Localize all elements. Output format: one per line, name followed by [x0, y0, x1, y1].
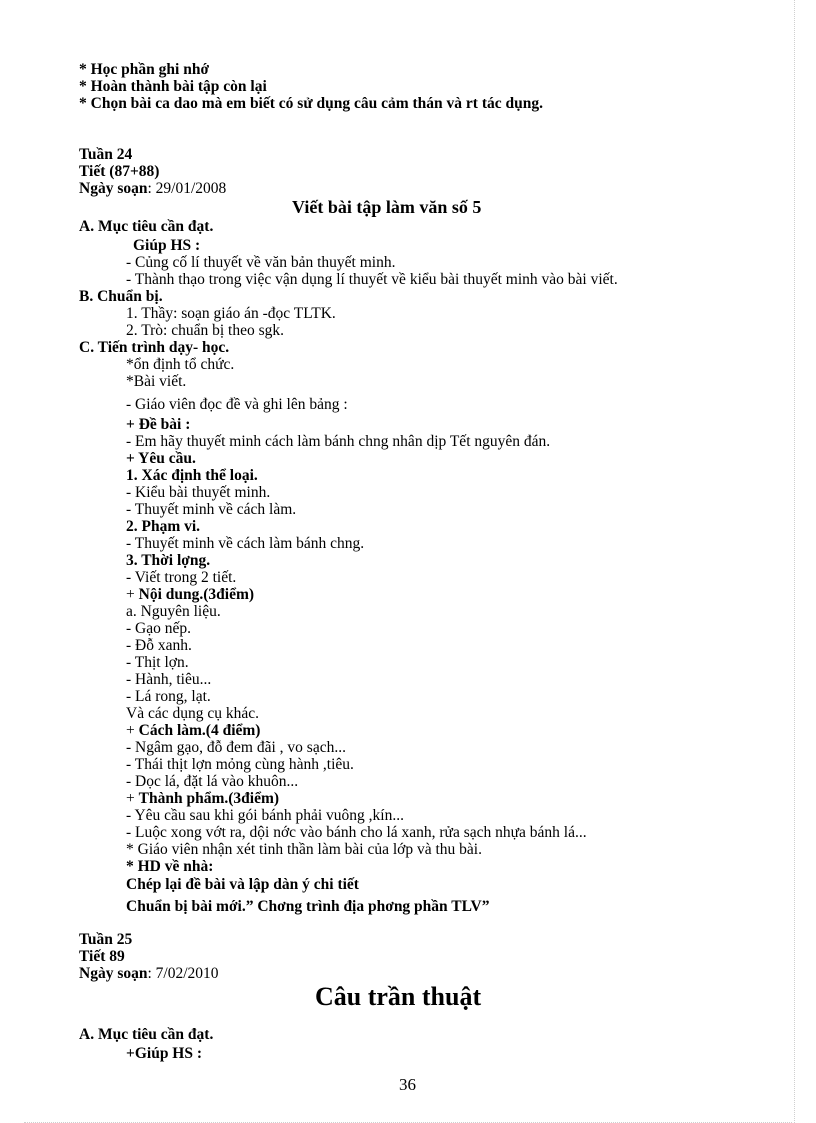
lesson-title: Viết bài tập làm văn số 5: [292, 197, 482, 217]
list-item: - Yêu cầu sau khi gói bánh phải vuông ,kín...: [126, 807, 404, 824]
period-label: Tiết 89: [79, 948, 125, 965]
prep-date: [79, 965, 219, 982]
list-item: a. Nguyên liệu.: [126, 603, 221, 620]
list-item: - Ngâm gạo, đỗ đem đãi , vo sạch...: [126, 739, 346, 756]
section-heading: B. Chuẩn bị.: [79, 288, 163, 305]
subheading: [126, 586, 254, 603]
subheading: [126, 722, 260, 739]
list-item: - Thành thạo trong việc vận dụng lí thuyết về kiểu bài thuyết minh vào bài viết.: [126, 271, 618, 288]
list-item: - Gạo nếp.: [126, 620, 191, 637]
list-item: - Thịt lợn.: [126, 654, 189, 671]
section-heading: C. Tiến trình dạy- học.: [79, 339, 230, 356]
prep-date-value: : 29/01/2008: [147, 180, 227, 197]
page-border-right: [794, 0, 795, 1123]
list-item: - Thuyết minh về cách làm.: [126, 501, 297, 518]
list-item: - Dọc lá, đặt lá vào khuôn...: [126, 773, 299, 790]
subheading: [126, 790, 279, 807]
homework-item: * Học phần ghi nhớ: [79, 61, 210, 78]
plus-sign: +: [126, 722, 139, 739]
list-item: - Luộc xong vớt ra, dội nớc vào bánh cho lá xanh, rửa sạch nhựa bánh lá...: [126, 824, 587, 841]
list-item: - Đỗ xanh.: [126, 637, 192, 654]
plus-sign: +: [126, 586, 139, 603]
list-item: - Lá rong, lạt.: [126, 688, 211, 705]
list-item: - Giáo viên đọc đề và ghi lên bảng :: [126, 396, 348, 413]
subheading-text: Nội dung.(3điểm): [138, 586, 255, 603]
list-item: - Thái thịt lợn mỏng cùng hành ,tiêu.: [126, 756, 354, 773]
list-item: - Em hãy thuyết minh cách làm bánh chng nhân dịp Tết nguyên đán.: [126, 433, 551, 450]
subheading: + Đề bài :: [126, 416, 191, 433]
subheading: 1. Xác định thể loại.: [126, 467, 258, 484]
list-item: 2. Trò: chuẩn bị theo sgk.: [126, 322, 285, 339]
list-item: 1. Thầy: soạn giáo án -đọc TLTK.: [126, 305, 336, 322]
list-item: *Bài viết.: [126, 373, 187, 390]
week-label: Tuần 24: [79, 146, 133, 163]
list-item: * Giáo viên nhận xét tinh thần làm bài của lớp và thu bài.: [126, 841, 482, 858]
section-heading: A. Mục tiêu cần đạt.: [79, 218, 214, 235]
week-label: Tuần 25: [79, 931, 133, 948]
list-item: - Viết trong 2 tiết.: [126, 569, 237, 586]
subheading: * HD về nhà:: [126, 858, 214, 875]
period-label: Tiết (87+88): [79, 163, 160, 180]
list-item: - Thuyết minh về cách làm bánh chng.: [126, 535, 365, 552]
lesson-title: Câu trần thuật: [315, 982, 482, 1011]
subheading: + Yêu cầu.: [126, 450, 196, 467]
list-item: - Kiểu bài thuyết minh.: [126, 484, 271, 501]
prep-date-label: Ngày soạn: [79, 180, 148, 197]
page-number: 36: [399, 1075, 416, 1094]
goal-intro: +Giúp HS :: [126, 1045, 203, 1062]
homework-text: Chuẩn bị bài mới.” Chơng trình địa phơng phần TLV”: [126, 898, 490, 915]
section-heading: A. Mục tiêu cần đạt.: [79, 1026, 214, 1043]
plus-sign: +: [126, 790, 139, 807]
prep-date-label: Ngày soạn: [79, 965, 148, 982]
prep-date-value: : 7/02/2010: [147, 965, 219, 982]
subheading-text: Cách làm.(4 điểm): [138, 722, 261, 739]
list-item: - Củng cố lí thuyết về văn bản thuyết minh.: [126, 254, 396, 271]
list-item: *ổn định tổ chức.: [126, 356, 235, 373]
homework-item: * Hoàn thành bài tập còn lại: [79, 78, 267, 95]
list-item: Và các dụng cụ khác.: [126, 705, 259, 722]
subheading-text: Thành phẩm.(3điểm): [138, 790, 280, 807]
list-item: - Hành, tiêu...: [126, 671, 212, 688]
subheading: 3. Thời lợng.: [126, 552, 211, 569]
subheading: 2. Phạm vi.: [126, 518, 201, 535]
homework-text: Chép lại đề bài và lập dàn ý chi tiết: [126, 876, 359, 893]
prep-date: [79, 180, 226, 197]
homework-item: * Chọn bài ca dao mà em biết có sử dụng câu cảm thán và rt tác dụng.: [79, 95, 543, 112]
goal-intro: Giúp HS :: [133, 237, 201, 254]
